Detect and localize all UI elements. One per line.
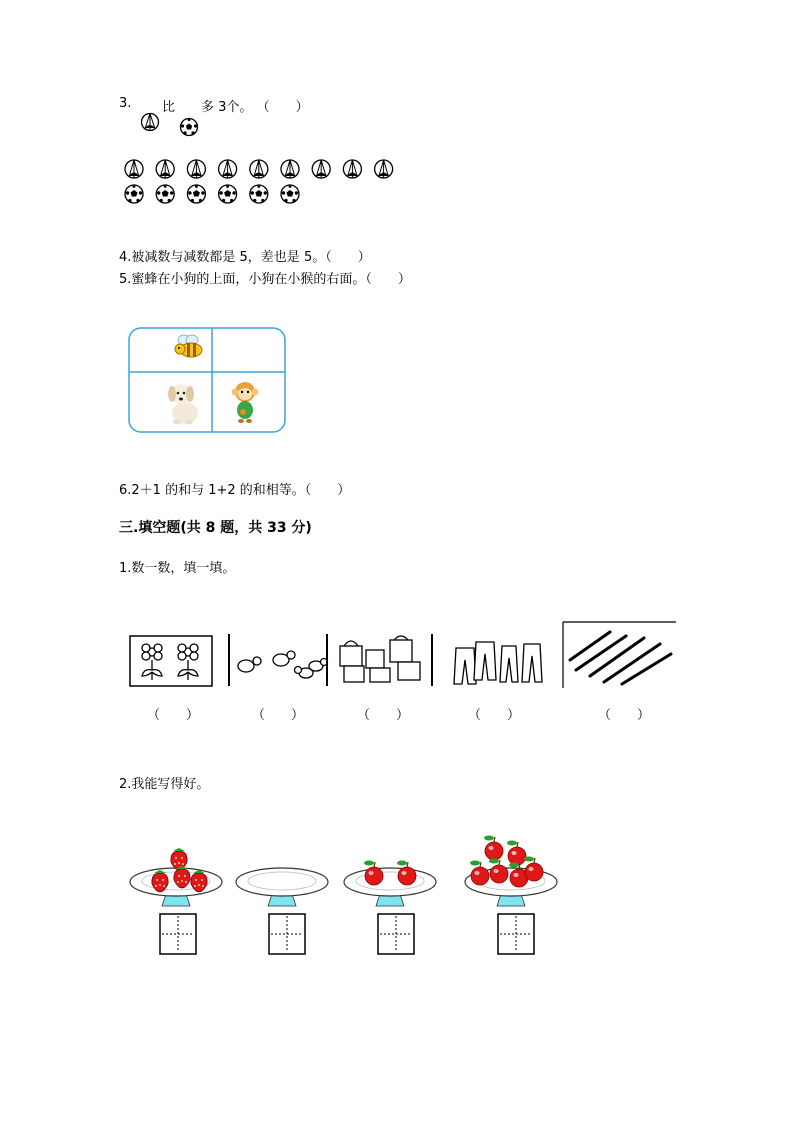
section-title: 三.填空题(共 8 题，共 33 分) xyxy=(119,520,312,536)
q3-answer-paren: （ ） xyxy=(256,100,309,115)
fill1-title: 1.数一数，填一填。 xyxy=(119,561,236,576)
trousers-picture xyxy=(454,642,542,684)
soccer-ball-icon xyxy=(179,117,199,137)
pencils-picture xyxy=(570,632,671,684)
count-blank-2[interactable]: （ ） xyxy=(252,708,305,723)
plates-row xyxy=(124,826,564,961)
soccer-ball-icon xyxy=(281,185,299,203)
q3-count: 3个。 xyxy=(218,100,253,115)
empty-plate xyxy=(236,868,328,906)
bee-icon xyxy=(173,333,205,361)
soccer-ball-icon xyxy=(125,185,143,203)
volleyball-icon xyxy=(375,160,393,178)
volleyball-icon xyxy=(156,160,174,178)
bags-picture xyxy=(340,636,420,682)
volleyball-icon xyxy=(281,160,299,178)
question-4: 4.被减数与减数都是 5，差也是 5。（ ） xyxy=(119,250,371,265)
q3-duo: 多 xyxy=(201,100,215,115)
soccer-ball-icon xyxy=(187,185,205,203)
question-6: 6.2＋1 的和与 1+2 的和相等。（ ） xyxy=(119,483,351,498)
counting-pictures xyxy=(126,618,686,692)
soccer-ball-row xyxy=(123,182,313,206)
soccer-ball-icon xyxy=(250,185,268,203)
volleyball-icon xyxy=(312,160,330,178)
flowers-picture xyxy=(130,636,212,686)
two-apples-plate xyxy=(344,861,436,907)
position-grid xyxy=(128,327,286,433)
writing-boxes xyxy=(160,914,534,954)
soccer-ball-icon xyxy=(219,185,237,203)
volleyball-icon xyxy=(343,160,361,178)
count-blank-4[interactable]: （ ） xyxy=(468,708,521,723)
monkey-icon xyxy=(231,380,259,424)
volleyball-row xyxy=(123,157,398,181)
q3-bi: 比 xyxy=(162,100,176,115)
count-blank-1[interactable]: （ ） xyxy=(147,708,200,723)
volleyball-icon xyxy=(219,160,237,178)
five-apples-plate xyxy=(465,836,557,907)
count-blank-3[interactable]: （ ） xyxy=(357,708,410,723)
volleyball-icon xyxy=(187,160,205,178)
question-5: 5.蜜蜂在小狗的上面，小狗在小猴的右面。（ ） xyxy=(119,272,411,287)
count-blank-5[interactable]: （ ） xyxy=(598,708,651,723)
strawberry-plate xyxy=(130,848,222,906)
soccer-ball-icon xyxy=(156,185,174,203)
birds-picture xyxy=(238,651,328,678)
volleyball-icon xyxy=(125,160,143,178)
puppy-icon xyxy=(163,377,203,425)
volleyball-icon xyxy=(250,160,268,178)
volleyball-icon xyxy=(140,112,160,132)
q3-number: 3. xyxy=(119,96,132,111)
fill2-title: 2.我能写得好。 xyxy=(119,777,210,792)
